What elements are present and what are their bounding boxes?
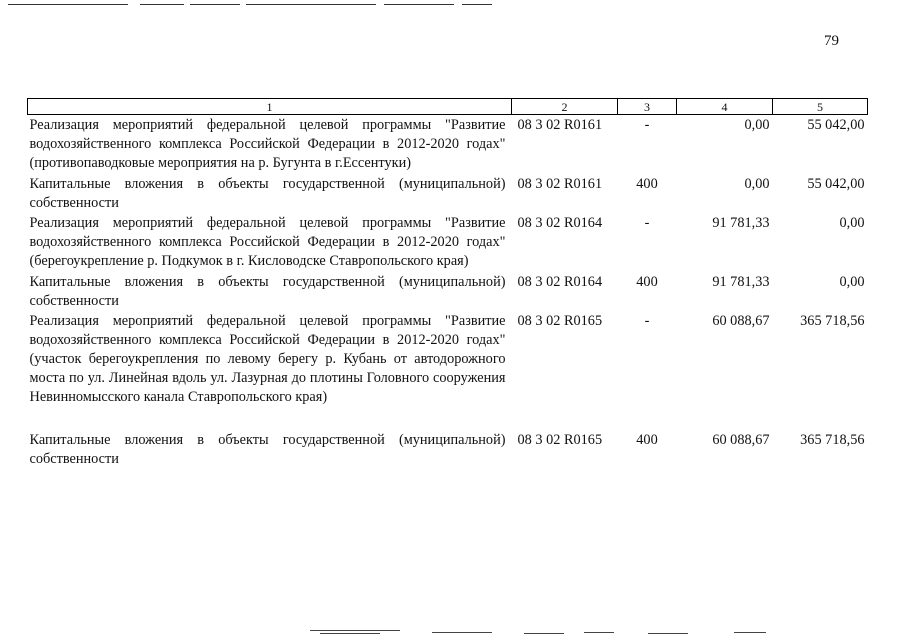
row-value-5: 365 718,56 (800, 432, 865, 448)
row-type: - (644, 117, 650, 133)
column-header-3: 3 (618, 99, 677, 115)
row-name: Реализация мероприятий федеральной целевой программы "Развитие водохозяйственного комплекса Российской Федерации в 2012-2020 годах" (противопаводковые мероприятия на р. Бугунта в г.Ессентуки) (29, 117, 506, 171)
table-row (28, 273, 868, 312)
table-row (28, 431, 868, 469)
row-value-5: 0,00 (839, 274, 865, 290)
row-name: Реализация мероприятий федеральной целевой программы "Развитие водохозяйственного комплекса Российской Федерации в 2012-2020 годах" (участок берегоукрепления по левому берегу р. Кубань от автодорожного моста по ул. Линейная вдоль ул. Лазурная до плотины Головного сооружения Невинномысского канала Ставропольского края) (29, 313, 506, 405)
row-value-4: 60 088,67 (712, 313, 770, 329)
budget-table (27, 98, 868, 469)
row-value-4: 0,00 (744, 176, 770, 192)
row-value-4: 91 781,33 (712, 215, 770, 231)
scan-artifact-top (0, 0, 899, 10)
row-type: 400 (636, 274, 658, 290)
row-value-5: 55 042,00 (807, 117, 865, 133)
column-header-2: 2 (512, 99, 618, 115)
table-header-row (28, 99, 868, 115)
row-name: Реализация мероприятий федеральной целевой программы "Развитие водохозяйственного комплекса Российской Федерации в 2012-2020 годах" (берегоукрепление р. Подкумок в г. Кисловодске Ставропольского края) (29, 215, 506, 269)
column-header-5: 5 (773, 99, 868, 115)
row-code: 08 3 02 R0164 (517, 215, 603, 231)
row-value-4: 60 088,67 (712, 432, 770, 448)
row-value-4: 0,00 (744, 117, 770, 133)
row-name: Капитальные вложения в объекты государственной (муниципальной) собственности (29, 432, 506, 467)
row-code: 08 3 02 R0165 (517, 313, 603, 329)
row-type: 400 (636, 176, 658, 192)
row-code: 08 3 02 R0161 (517, 176, 603, 192)
row-code: 08 3 02 R0165 (517, 432, 603, 448)
table-row (28, 115, 868, 176)
column-header-1: 1 (28, 99, 512, 115)
row-name: Капитальные вложения в объекты государственной (муниципальной) собственности (29, 176, 506, 211)
column-header-4: 4 (677, 99, 773, 115)
row-value-5: 55 042,00 (807, 176, 865, 192)
table-row (28, 175, 868, 214)
row-code: 08 3 02 R0164 (517, 274, 603, 290)
row-value-5: 0,00 (839, 215, 865, 231)
table-row (28, 312, 868, 431)
row-value-4: 91 781,33 (712, 274, 770, 290)
row-code: 08 3 02 R0161 (517, 117, 603, 133)
page-number: 79 (824, 33, 839, 49)
table-row (28, 214, 868, 273)
row-type: - (644, 313, 650, 329)
row-type: 400 (636, 432, 658, 448)
row-type: - (644, 215, 650, 231)
row-name: Капитальные вложения в объекты государственной (муниципальной) собственности (29, 274, 506, 309)
row-value-5: 365 718,56 (800, 313, 865, 329)
